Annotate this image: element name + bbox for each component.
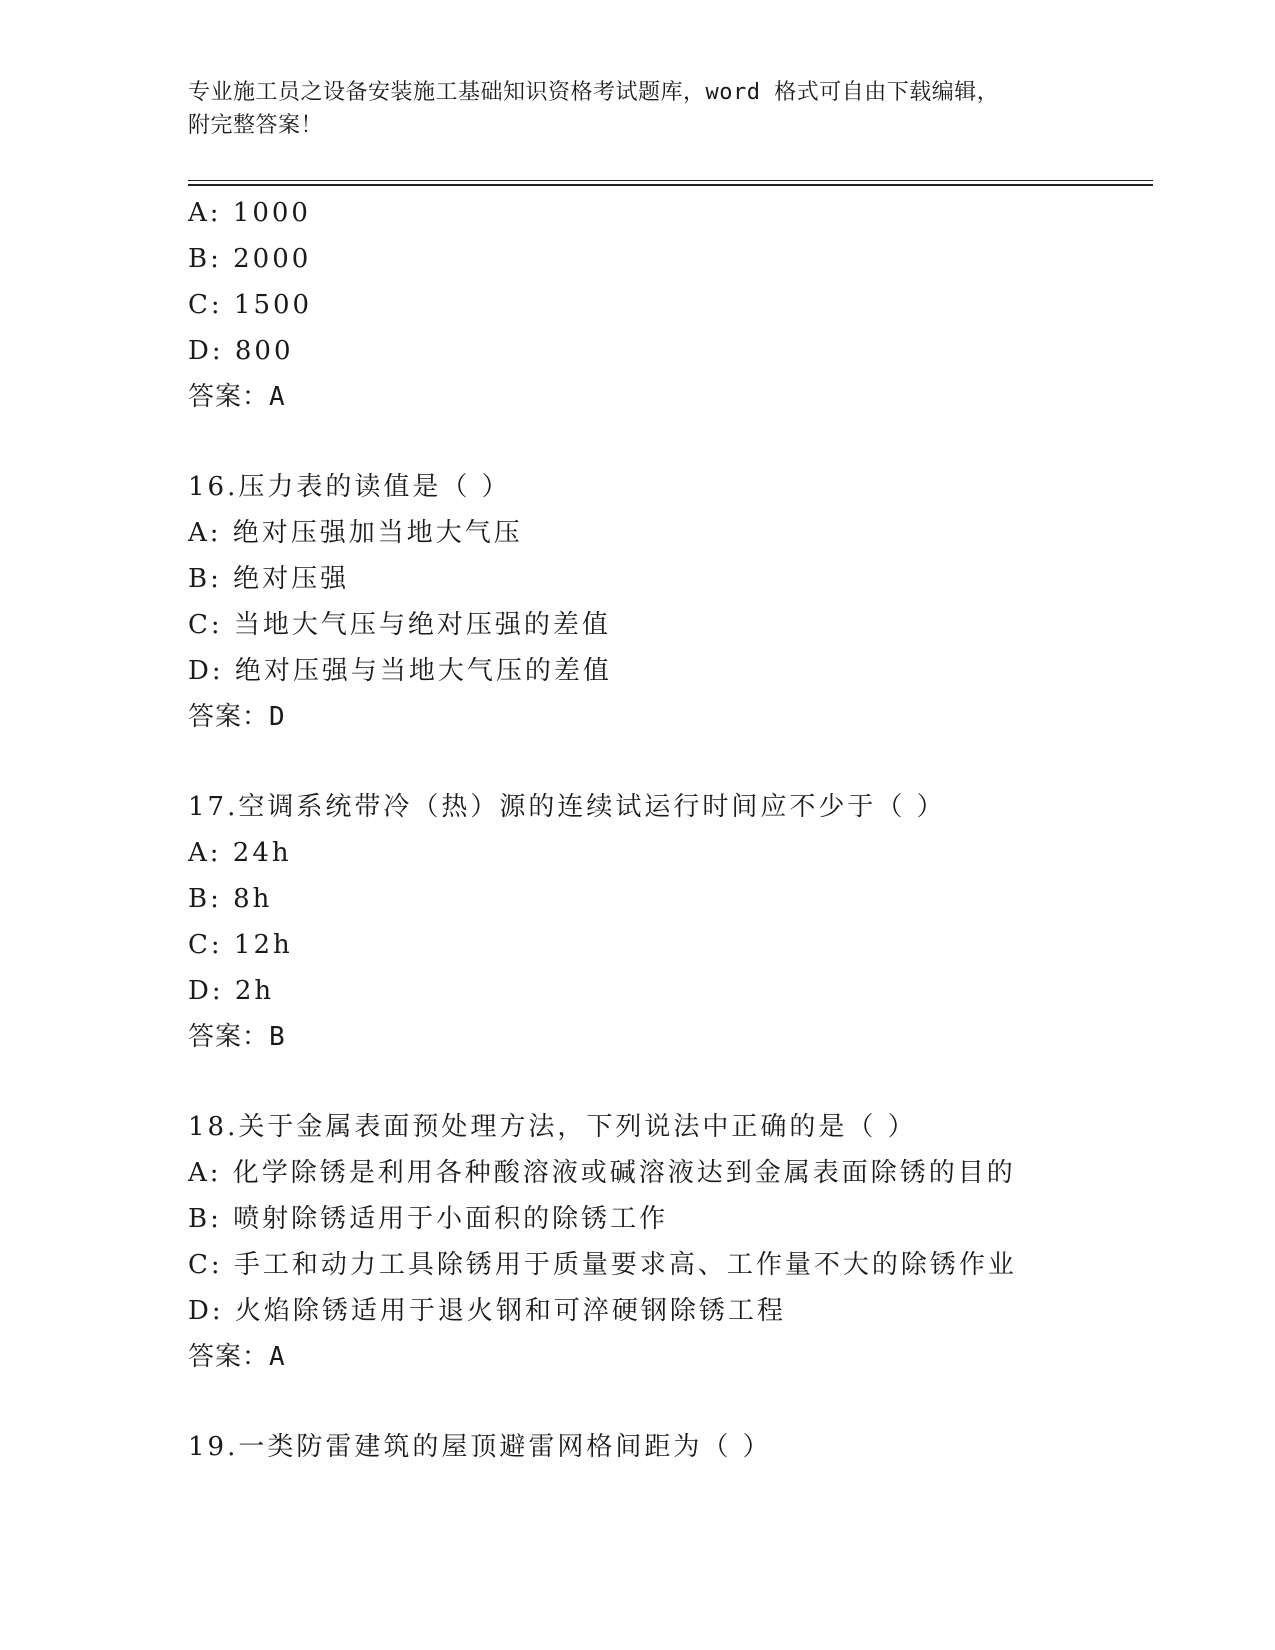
spacer	[188, 1380, 1168, 1424]
answer-line: 答案：B	[188, 1022, 286, 1052]
question-text: 17.空调系统带冷（热）源的连续试运行时间应不少于（ ）	[188, 792, 946, 822]
option-c: C: 当地大气压与绝对压强的差值	[188, 610, 611, 640]
header-divider-thick	[188, 184, 1153, 186]
header-line-2: 附完整答案！	[188, 113, 324, 138]
spacer	[188, 740, 1168, 784]
option-d: D: 火焰除锈适用于退火钢和可淬硬钢除锈工程	[188, 1296, 786, 1326]
option-a: A: 绝对压强加当地大气压	[188, 518, 523, 548]
question-text: 18.关于金属表面预处理方法，下列说法中正确的是（ ）	[188, 1112, 917, 1142]
answer-line: 答案：A	[188, 382, 286, 412]
header-line-1: 专业施工员之设备安装施工基础知识资格考试题库，word 格式可自由下载编辑，	[188, 80, 1000, 105]
spacer	[188, 420, 1168, 464]
option-a: A: 24h	[188, 838, 292, 868]
option-a: A: 1000	[188, 198, 311, 228]
question-block-18	[188, 1104, 1168, 1380]
document-header	[188, 76, 1088, 142]
option-b: B: 8h	[188, 884, 273, 914]
question-list	[188, 190, 1168, 1470]
option-c: C: 12h	[188, 930, 293, 960]
option-b: B: 2000	[188, 244, 312, 274]
option-c: C: 1500	[188, 290, 313, 320]
option-b: B: 绝对压强	[188, 564, 350, 594]
question-block-17	[188, 784, 1168, 1060]
question-text: 16.压力表的读值是（ ）	[188, 472, 511, 502]
option-d: D: 800	[188, 336, 294, 366]
answer-line: 答案：D	[188, 702, 286, 732]
question-text: 19.一类防雷建筑的屋顶避雷网格间距为（ ）	[188, 1432, 772, 1462]
answer-line: 答案：A	[188, 1342, 286, 1372]
question-block-19	[188, 1424, 1168, 1470]
option-b: B: 喷射除锈适用于小面积的除锈工作	[188, 1204, 669, 1234]
question-block-15	[188, 190, 1168, 420]
header-divider-thin	[188, 180, 1153, 181]
option-a: A: 化学除锈是利用各种酸溶液或碱溶液达到金属表面除锈的目的	[188, 1158, 1016, 1188]
option-d: D: 绝对压强与当地大气压的差值	[188, 656, 612, 686]
question-block-16	[188, 464, 1168, 740]
option-c: C: 手工和动力工具除锈用于质量要求高、工作量不大的除锈作业	[188, 1250, 1017, 1280]
option-d: D: 2h	[188, 976, 275, 1006]
spacer	[188, 1060, 1168, 1104]
